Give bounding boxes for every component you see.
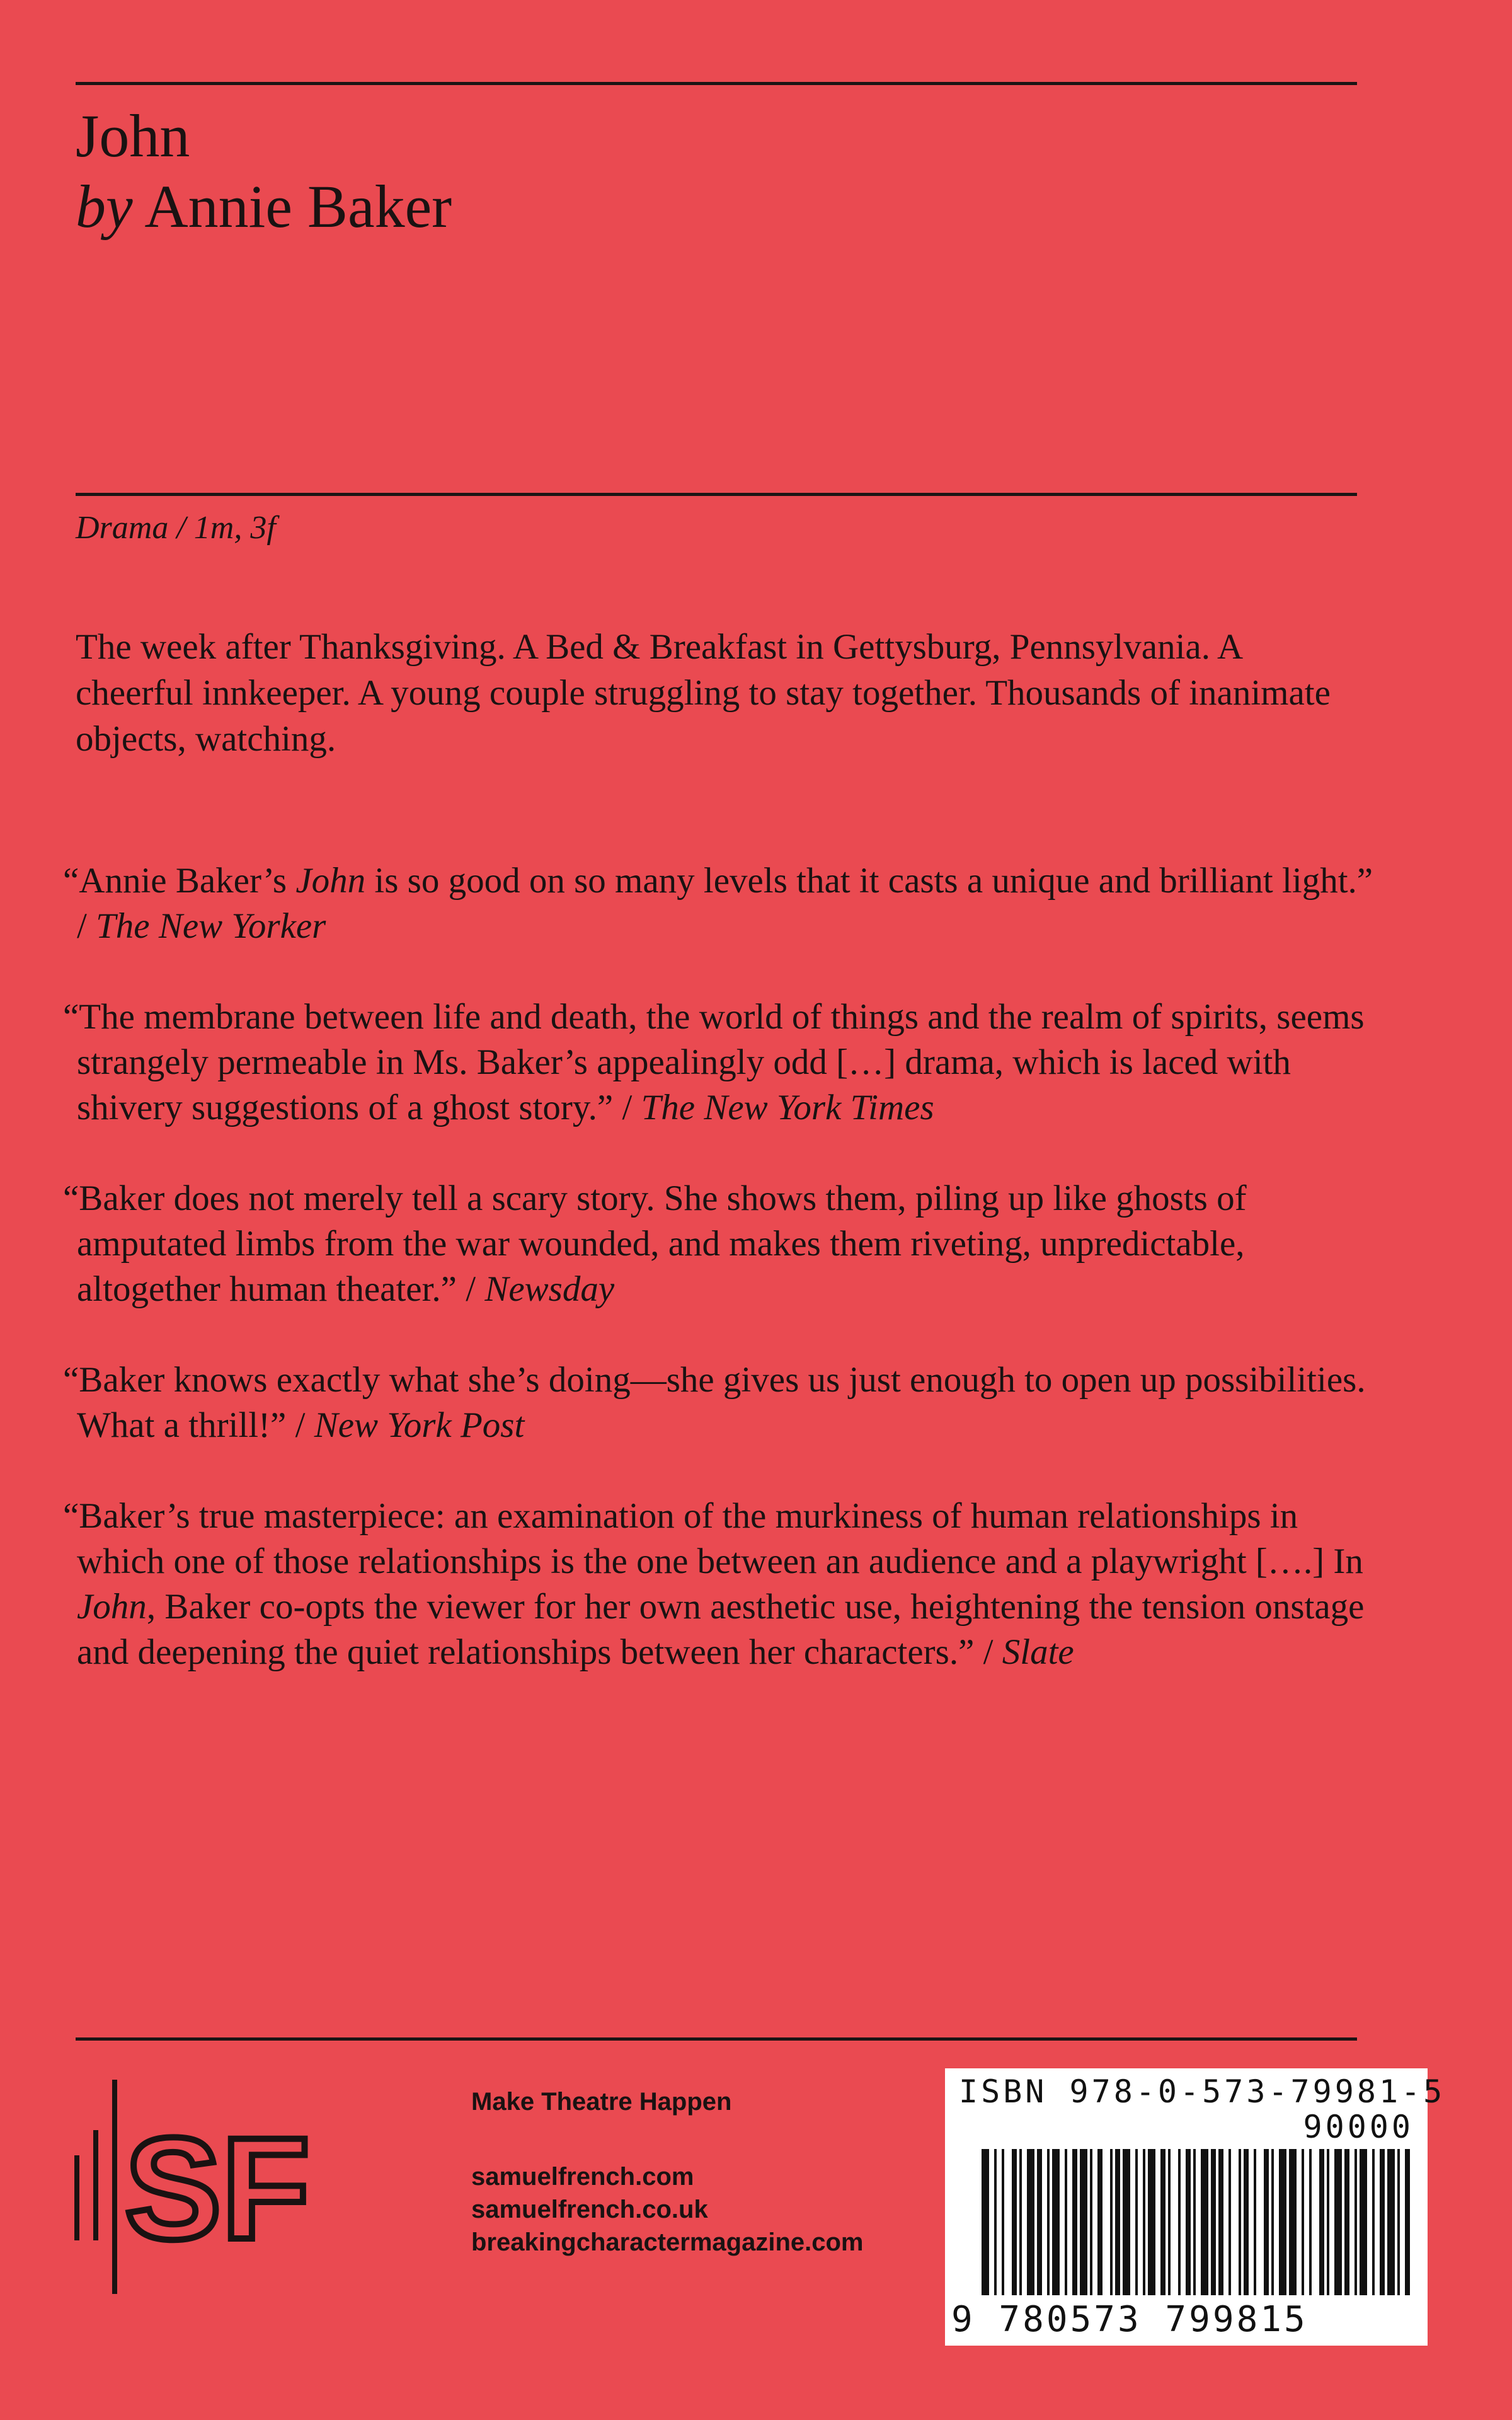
quote-text: , Baker co-opts the viewer for her own aesthetic use, heightening the tension onstage and deepening the quiet relationships between her characters.” / xyxy=(77,1587,1365,1672)
website-link[interactable]: breakingcharactermagazine.com xyxy=(471,2228,864,2256)
publisher-info xyxy=(471,2088,863,2259)
synopsis: The week after Thanksgiving. A Bed & Breakfast in Gettysburg, Pennsylvania. A cheerful innkeeper. A young couple struggling to stay together. Thousands of inanimate objects, watching. xyxy=(76,627,1331,759)
barcode-bar xyxy=(1115,2149,1120,2295)
barcode-bar xyxy=(1319,2149,1324,2295)
review-quote xyxy=(63,994,1387,1131)
barcode-bar xyxy=(1244,2149,1249,2295)
barcode-bar xyxy=(1354,2149,1357,2295)
barcode-bar xyxy=(1186,2149,1191,2295)
byline xyxy=(76,171,452,242)
barcode-bar xyxy=(1380,2149,1385,2295)
isbn-barcode xyxy=(945,2068,1446,2346)
middle-rule xyxy=(76,493,1357,496)
review-quote xyxy=(63,1494,1387,1675)
top-rule xyxy=(76,82,1357,85)
barcode-bar xyxy=(994,2149,997,2295)
barcode-bar xyxy=(1080,2149,1087,2295)
barcode-bar xyxy=(1264,2149,1269,2295)
barcode-bar xyxy=(1193,2149,1196,2295)
logo-letters: SF xyxy=(125,2107,310,2269)
barcode-bar xyxy=(1065,2149,1067,2295)
price-code: 90000 xyxy=(1303,2109,1414,2145)
publisher-slogan: Make Theatre Happen xyxy=(471,2088,732,2116)
barcode-bar xyxy=(1201,2149,1208,2295)
barcode-bar xyxy=(1168,2149,1171,2295)
barcode-bar xyxy=(1047,2149,1050,2295)
barcode-bar xyxy=(1397,2149,1400,2295)
barcode-bar xyxy=(1178,2149,1181,2295)
byline-by: by xyxy=(76,173,133,240)
author-name: Annie Baker xyxy=(144,173,452,240)
review-quote xyxy=(63,1357,1387,1448)
bottom-rule xyxy=(76,2037,1357,2041)
barcode-bar xyxy=(1072,2149,1077,2295)
quote-text: “Baker does not merely tell a scary story. She shows them, piling up like ghosts of amputated limbs from the war wounded, and makes them riveting, unpredictable, altogether human theater.” / xyxy=(63,1178,1247,1309)
barcode-bar xyxy=(1110,2149,1113,2295)
barcode-bar xyxy=(982,2149,989,2295)
quote-source: The New York Times xyxy=(641,1088,934,1127)
barcode-bar xyxy=(1037,2149,1042,2295)
quote-text: “Baker knows exactly what she’s doing—she gives us just enough to open up possibilities. What a thrill!” / xyxy=(63,1360,1366,1445)
barcode-bar xyxy=(1387,2149,1395,2295)
barcode-bar xyxy=(1309,2149,1312,2295)
barcode-bar xyxy=(1344,2149,1349,2295)
barcode-bar xyxy=(1052,2149,1060,2295)
barcode-bar xyxy=(1148,2149,1155,2295)
barcode-bar xyxy=(1218,2149,1223,2295)
website-link[interactable]: samuelfrench.co.uk xyxy=(471,2196,708,2223)
isbn-number: ISBN 978-0-573-79981-5 xyxy=(959,2073,1446,2110)
genre-cast: Drama / 1m, 3f xyxy=(76,510,276,546)
quote-source: Newsday xyxy=(484,1269,615,1309)
barcode-bar xyxy=(1090,2149,1092,2295)
barcode-bar xyxy=(1360,2149,1367,2295)
quote-title: John xyxy=(295,861,366,901)
barcode-bar xyxy=(1254,2149,1256,2295)
barcode-bar xyxy=(1135,2149,1138,2295)
review-quote xyxy=(63,1176,1387,1312)
barcode-bar xyxy=(1211,2149,1216,2295)
barcode-bar xyxy=(1271,2149,1274,2295)
barcode-bar xyxy=(1123,2149,1130,2295)
barcode-bar xyxy=(1002,2149,1004,2295)
barcode-bar xyxy=(1289,2149,1297,2295)
barcode-bar xyxy=(1279,2149,1286,2295)
ean-digits: 9 780573 799815 xyxy=(951,2299,1308,2340)
barcode-bar xyxy=(1027,2149,1034,2295)
quote-text: is so good on so many levels that it casts a unique and brilliant light.” / xyxy=(77,861,1373,946)
review-quote xyxy=(63,858,1387,949)
barcode-bar xyxy=(1019,2149,1022,2295)
samuel-french-logo xyxy=(74,2080,326,2294)
barcode-bar xyxy=(1302,2149,1304,2295)
quote-text: “The membrane between life and death, the world of things and the realm of spirits, seems strangely permeable in Ms. Baker’s appealingly odd […] drama, which is laced with shivery suggestions of a ghost story.” / xyxy=(63,997,1365,1127)
barcode-bar xyxy=(1239,2149,1241,2295)
quote-title: John xyxy=(77,1587,147,1627)
barcode-bar xyxy=(1160,2149,1166,2295)
barcode-bar xyxy=(1012,2149,1017,2295)
book-title: John xyxy=(76,102,190,170)
barcode-bar xyxy=(1405,2149,1410,2295)
barcode-bar xyxy=(1143,2149,1145,2295)
quote-source: The New Yorker xyxy=(96,906,326,946)
barcode-bar xyxy=(1228,2149,1231,2295)
website-link[interactable]: samuelfrench.com xyxy=(471,2163,694,2191)
title-block xyxy=(76,101,452,242)
quote-text: “Annie Baker’s xyxy=(63,861,296,901)
barcode-bar xyxy=(1372,2149,1375,2295)
barcode-bar xyxy=(1334,2149,1342,2295)
quote-source: Slate xyxy=(1002,1632,1074,1672)
barcode-bar xyxy=(1097,2149,1102,2295)
barcode-bar xyxy=(1327,2149,1329,2295)
quote-text: “Baker’s true masterpiece: an examination of the murkiness of human relationships in which one of those relationships is the one between an audience and a playwright [….] In xyxy=(63,1496,1363,1581)
quote-source: New York Post xyxy=(314,1405,525,1445)
